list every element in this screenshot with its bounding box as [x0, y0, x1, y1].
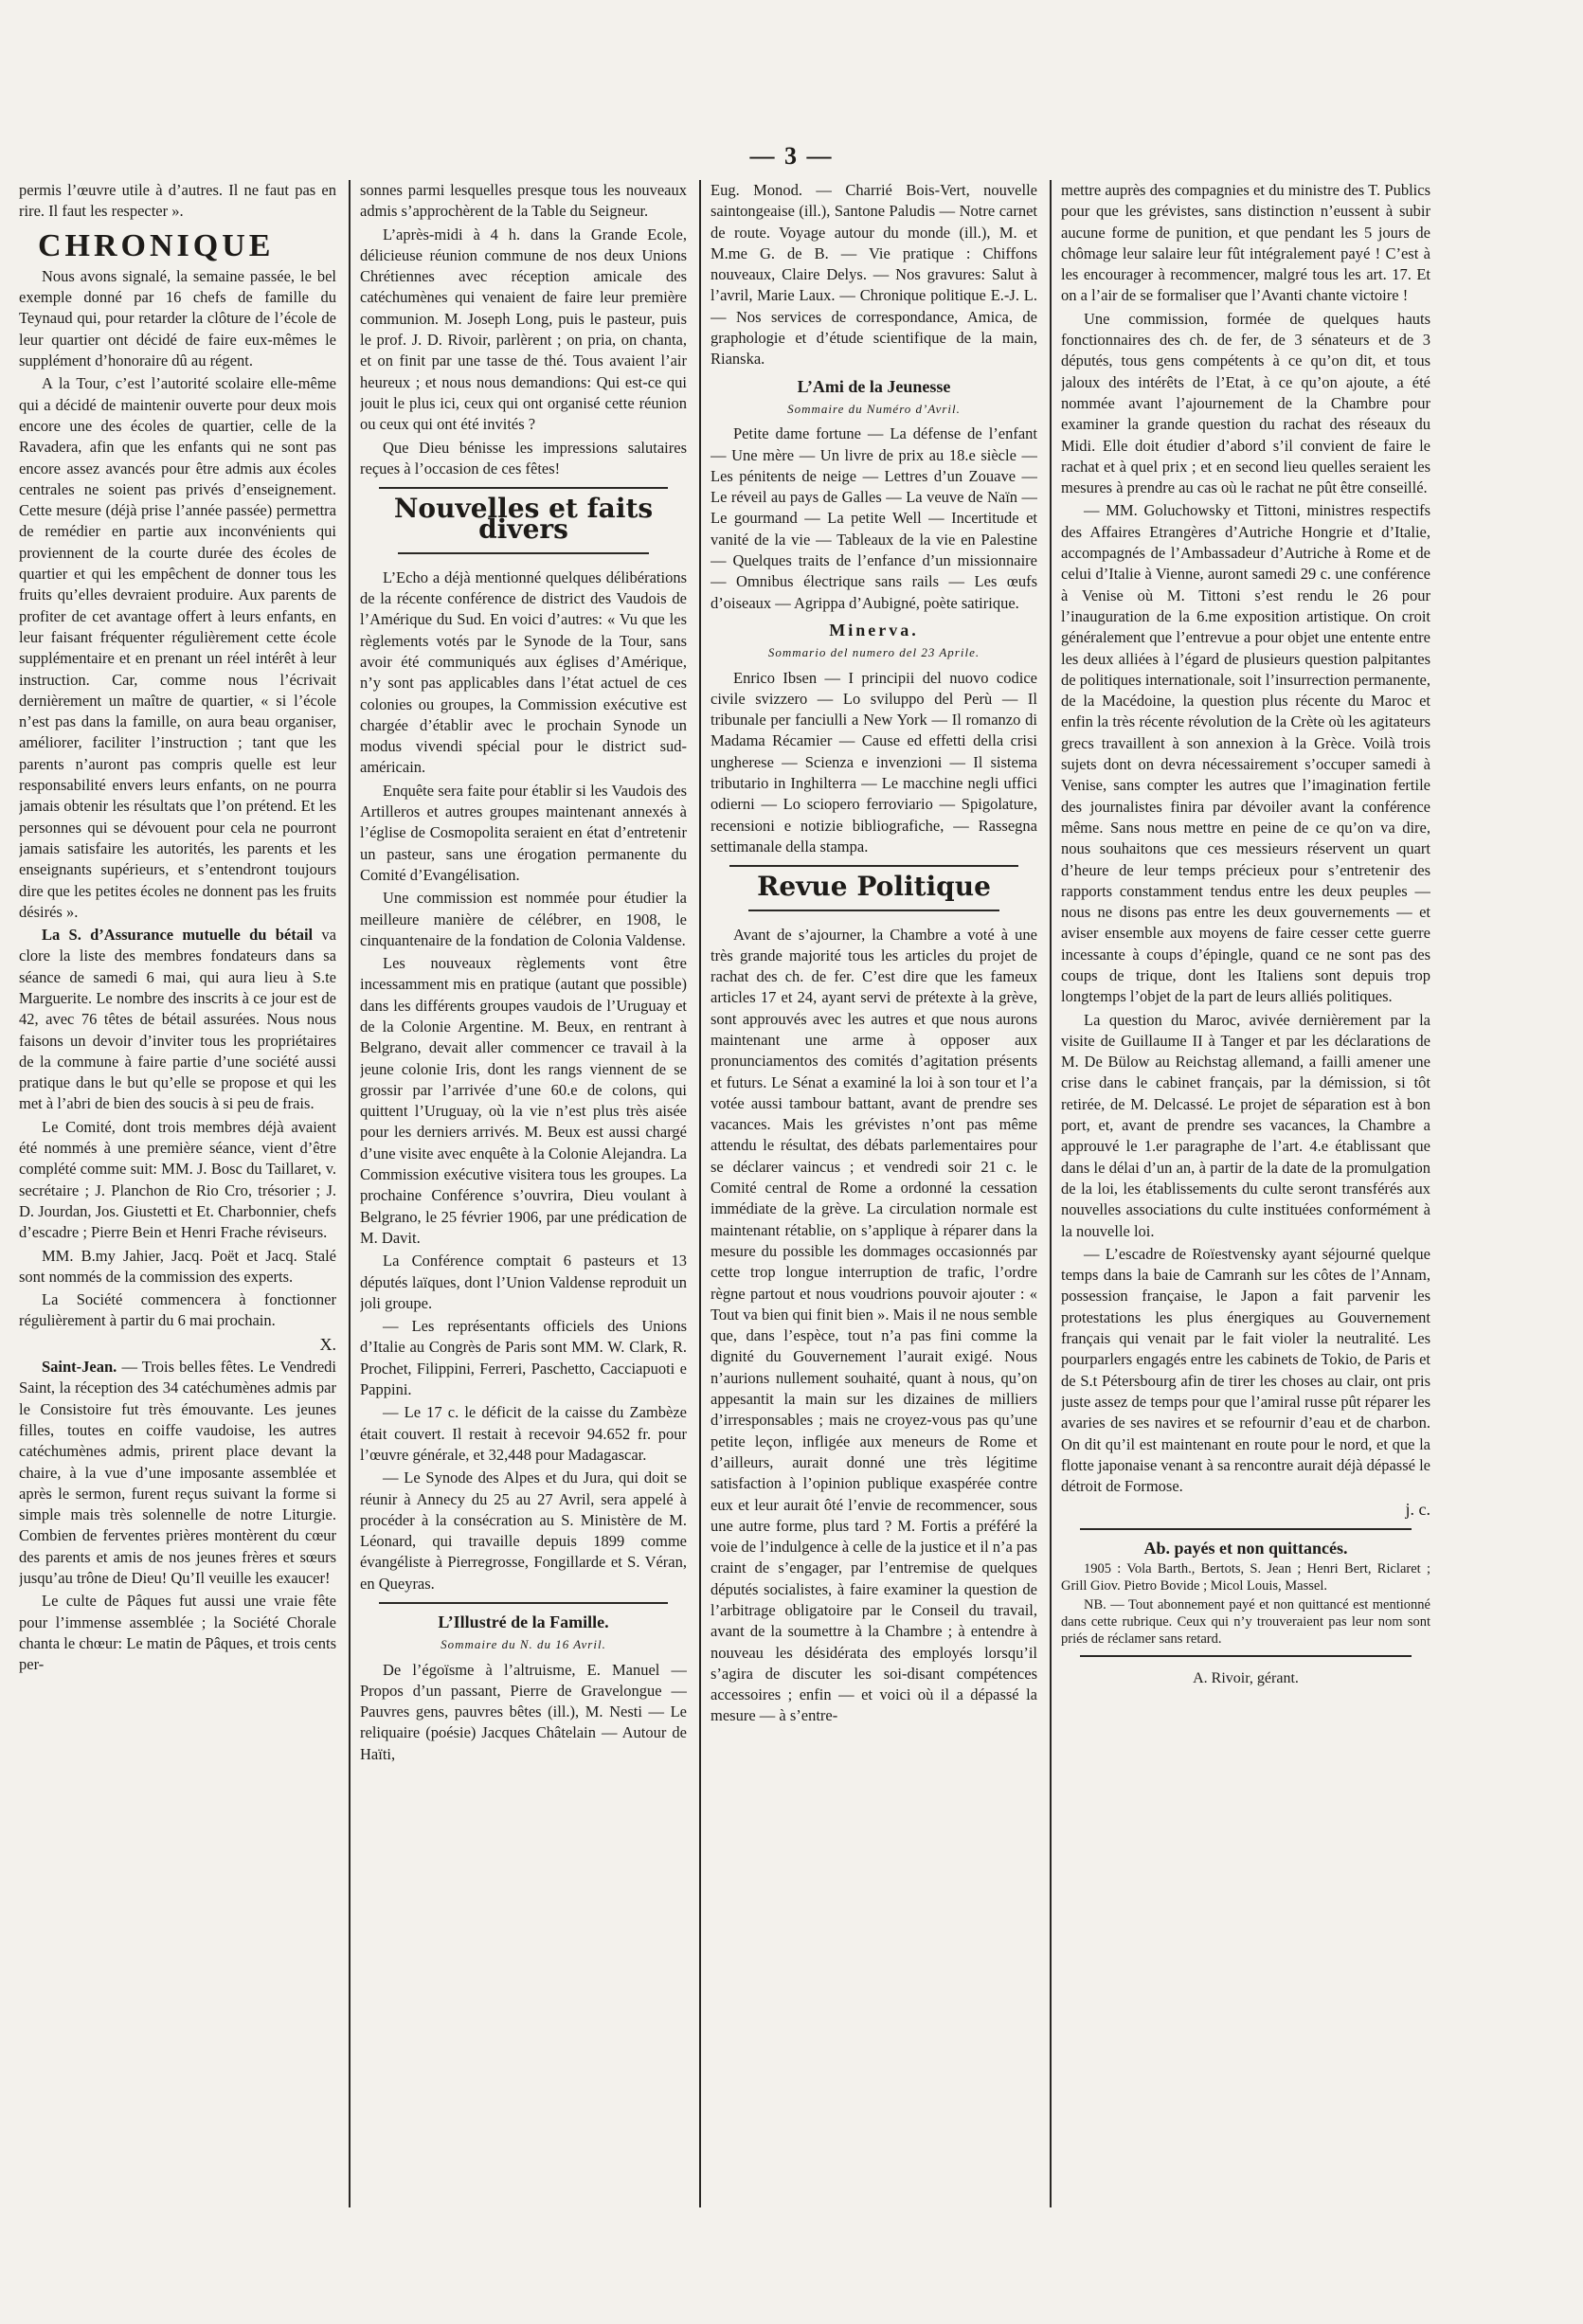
paragraph-body: va clore la liste des membres fondateurs dans sa séance de samedi 6 mai, qui aura lieu à S.te Marguerite. Le nombre des inscrits à ce jour est de 42, avec 76 têtes de bétail assurées. Nous nous faisons un devoir d’inviter tous les propriétaires de la commune à faire partie d’une société aussi pratique dans le but qu’elle se propose et qui les met à l’abri de bien des soucis à si peu de frais.: [19, 926, 336, 1113]
paragraph: MM. B.my Jahier, Jacq. Poët et Jacq. Stalé sont nommés de la commission des experts.: [19, 1246, 336, 1286]
signature: X.: [319, 1334, 336, 1354]
gerant-signature: A. Rivoir, gérant.: [1193, 1670, 1299, 1686]
paragraph: Nous avons signalé, la semaine passée, le bel exemple donné par 16 chefs de famille du Teynaud qui, pour retarder la clôture de l’école de leur quartier ont décidé de faire eux-mêmes le supplément d’honoraire dû au régent.: [19, 266, 336, 370]
paragraph: Les nouveaux règlements vont être incessamment mis en pratique (autant que possible) dans les différents groupes vaudois de l’Uruguay et de la Colonie Argentine. M. Beux, en rentrant à Belgrano, devait aller commencer ce travail à la jeune colonie Iris, dont les rangs viennent de se grossir par l’arrivée d’une 60.e de colons, qui quittent l’Uruguay, où la vie n’est plus très aisée pour les derniers arrivés. M. Beux est aussi chargé d’une visite avec enquête à la Colonie Alejandra. La Commission exécutive visitera tous les groupes. La prochaine Conférence s’ouvrira, Dieu voulant à Belgrano, le 25 février 1906, par une prédication de M. Davit.: [360, 954, 687, 1247]
paragraph: — Le 17 c. le déficit de la caisse du Zambèze était couvert. Il restait à recevoir 94.652 fr. pour l’œuvre générale, et 32,448 pour Madagascar.: [360, 1403, 687, 1464]
paragraph: La question du Maroc, avivée dernièrement par la visite de Guillaume II à Tanger et par les déclarations de M. De Bülow au Reichstag allemand, a failli amener une crise dans le cabinet français, par la démission, si tôt retirée, de M. Delcassé. Le projet de séparation est à bon port, et, avant de prendre ses vacances, la Chambre a approuvé le 1.er paragraphe de l’art. 4.e établissant que dans le délai d’un an, à partir de la date de la promulgation de la loi, les établissements du culte seront transférés aux nouvelles associations du culte instituées conformément à la nouvelle loi.: [1061, 1010, 1430, 1240]
paragraph: L’après-midi à 4 h. dans la Grande Ecole, délicieuse réunion commune de nos deux Unions Chrétiennes avec réception amicale des catéchumènes qui venaient de faire leur première communion. M. Joseph Long, puis le pasteur, puis le prof. J. D. Rivoir, parlèrent ; on pria, on chanta, et on finit par une tasse de thé. Tous avaient l’air heureux ; et nous nous demandions: Qui est-ce qui jouit le plus ici, ceux qui ont organisé cette réunion ou ceux qui ont été invités ?: [360, 225, 687, 434]
lead-bold: La S. d’Assurance mutuelle du bétail: [42, 926, 314, 945]
paragraph: De l’égoïsme à l’altruisme, E. Manuel — Propos d’un passant, Pierre de Gravelongue — Pauvres gens, pauvres bêtes (ill.), M. Nesti — Le reliquaire (poésie) Jacques Châtelain — Autour de Haïti,: [360, 1660, 687, 1763]
paragraph: Une commission est nommée pour étudier la meilleure manière de célébrer, en 1908, le cinquantenaire de la fondation de Colonia Valdense.: [360, 889, 687, 949]
newspaper-columns: [19, 180, 1430, 2264]
chronique-heading: CHRONIQUE: [38, 227, 275, 263]
paragraph: — Les représentants officiels des Unions d’Italie au Congrès de Paris sont MM. W. Clark, R. Prochet, Filippini, Ferreri, Paschetto, Cacciapuoti e Pappini.: [360, 1317, 687, 1399]
paragraph: mettre auprès des compagnies et du ministre des T. Publics pour que les grévistes, sans distinction n’eussent à subir aucune forme de punition, et que pendant les 5 jours de chômage leur salaire leur fût intégralement payé ! C’est à les encourager à recommencer, malgré tous les art. 17. Et on a l’air de se formaliser que l’Avanti chante victoire !: [1061, 181, 1430, 305]
section-divider: [748, 910, 999, 919]
section-divider: [729, 865, 1018, 867]
nouvelles-heading: Nouvelles et faits divers: [393, 493, 654, 546]
paragraph: Le culte de Pâques fut aussi une vraie fête pour l’immense assemblée ; la Société Chorale chanta le chœur: Le matin de Pâques, et trois cents per-: [19, 1592, 336, 1674]
lead-bold: Saint-Jean.: [42, 1358, 117, 1377]
paragraph: Avant de s’ajourner, la Chambre a voté à une très grande majorité tous les articles du projet de rachat des ch. de fer. C’est dire que les fameux articles 17 et 24, ayant servi de prétexte à la grève, sont approuvés avec les autres et que nous aurons maintenant une arme à opposer aux pronunciamentos des comités d’agitation présents et futurs. Le Sénat a examiné la loi à son tour et l’a votée aussi tambour battant, avant de prendre ses vacances. Mais les grévistes n’ont pas même attendu le résultat, des débats parlementaires pour se déclarer vaincus ; et vendredi soir 21 c. le Comité central de Rome a ordonné la cessation immédiate de la grève. La circulation normale est maintenant rétablie, on s’applique à réparer dans la mesure du possible les dommages occasionnés par cette trop longue interruption de trafic, l’ordre règne partout et nous voudrions pouvoir ajouter : « Tout va bien qui finit bien ». Mais il ne nous semble que, dans l’espèce, tout n’a pas fini comme la dignité du Gouvernement l’aurait exigé. Nous n’aurions nullement souhaité, quant à nous, qu’on appesantit la main sur les dizaines de milliers d’irresponsables ; mais ne croyez-vous pas qu’une petite leçon, infligée aux meneurs de Rome et d’ailleurs, aurait donné une très légitime satisfaction à l’opinion publique exaspérée contre eux et leur aurait ôté l’envie de recommencer, sous une autre forme, plus tard ? M. Fortis a préféré la voie de l’indulgence à celle de la justice et il n’a pas craint de s’engager, par l’entremise de quelques députés socialistes, à faire examiner la question de l’arbitrage obligatoire par le Conseil du travail, avant de la soumettre à la Chambre ; à entendre à nouveau les désidérata des employés lorsqu’il s’agira de discuter les soi-disant compétences accessoires ; enfin — et voici où il a dépassé la mesure — à s’entre-: [711, 925, 1037, 1725]
minerva-heading: Minerva.: [829, 620, 919, 640]
minerva-subheading: Sommario del numero del 23 Aprile.: [767, 645, 980, 660]
paragraph: — Le Synode des Alpes et du Jura, qui doit se réunir à Annecy du 25 au 27 Avril, sera appelé à procéder à la consécration au S. Ministère de M. Léonard, qui travaille depuis 1899 comme évangéliste à Pierregrosse, Fongillarde et S. Véran, en Queyras.: [360, 1468, 687, 1593]
paragraph: Que Dieu bénisse les impressions salutaires reçues à l’occasion de ces fêtes!: [360, 438, 687, 477]
illustre-subheading: Sommaire du N. du 16 Avril.: [441, 1637, 606, 1652]
ami-heading: L’Ami de la Jeunesse: [797, 376, 951, 396]
paragraph: Enrico Ibsen — I principii del nuovo codice civile svizzero — Lo sviluppo del Perù — Il tribunale per fanciulli a New York — Il romanzo di Madama Récamier — Cause ed effetti della crisi ungherese — Scienza e invenzioni — Il sistema tributario in Inghilterra — Le macchine negli uffici odierni — Lo sciopero ferroviario — Spigolature, recensioni e notizie bibliografiche, — Rassegna settimanale della stampa.: [711, 668, 1037, 856]
column-1: [19, 180, 336, 2264]
illustre-heading: L’Illustré de la Famille.: [438, 1612, 609, 1631]
paragraph: Enquête sera faite pour établir si les Vaudois des Artilleros et autres groupes maintenant annexés à l’église de Cosmopolita seraient en état d’entretenir un pasteur, sans une érogation permanente du Comité d’Evangélisation.: [360, 781, 687, 884]
revue-heading: Revue Politique: [757, 871, 991, 903]
column-rule: [699, 180, 701, 2207]
paragraph: — L’escadre de Roïestvensky ayant séjourné quelque temps dans la baie de Camranh sur les côtes de l’Annam, possession française, le Japon a fait parvenir les protestations les plus énergiques au Gouvernement français qui venait par le fait violer la neutralité. Les pourparlers engagés entre les cabinets de Tokio, de Paris et de S.t Pétersbourg afin de tirer les choses au clair, ont pris juste assez de temps pour que l’amiral russe pût réparer les avaries de ses navires et se refournir d’eau et de charbon. On dit qu’il est maintenant en route pour le nord, et que la flotte japonaise venant à sa rencontre aurait déjà dépassé le détroit de Formose.: [1061, 1244, 1430, 1496]
intro-text: permis l’œuvre utile à d’autres. Il ne faut pas en rire. Il faut les respecter ».: [19, 181, 336, 221]
abonnements-heading: Ab. payés et non quittancés.: [1143, 1538, 1348, 1558]
section-divider: [379, 1602, 668, 1604]
paragraph: A la Tour, c’est l’autorité scolaire elle-même qui a décidé de maintenir ouverte pour deux mois encore une des écoles de quartier, celle de la Ravadera, afin que les enfants qui ne sont pas encore assez avancés pour être admis aux écoles centrales ne soient pas privés d’enseignement. Cette mesure (déjà prise l’année passée) permettra de remédier en partie aux inconvénients qui proviennent de la courte durée des écoles de quartier et qui les empêchent de donner tous les fruits qu’elles devraient produire. Aux parents de profiter de cet avantage offert à leurs enfants, en leur faisant fréquenter régulièrement cette école supplémentaire et en prenant un réel intérêt à leur instruction. Car, comme nous l’écrivait dernièrement un maître de quartier, « si l’école n’est pas dans la famille, on aura beau organiser, améliorer, faciliter l’instruction ; tant que les parents n’auront pas compris quelle est leur responsabilité envers leurs enfants, on ne pourra jamais obtenir les résultats que l’on prétend. Et les personnes qui se dévouent pour cela ne pourront jamais satisfaire les autorités, les parents et les enseignants supérieurs, et s’entendront toujours dire que les petites écoles ne donnent pas les fruits désirés ».: [19, 374, 336, 921]
column-rule: [349, 180, 351, 2207]
paragraph: [19, 925, 336, 1115]
paragraph: sonnes parmi lesquelles presque tous les nouveaux admis s’approchèrent de la Table du Seigneur.: [360, 181, 687, 221]
column-4: [1061, 180, 1430, 2264]
section-divider: [1080, 1528, 1412, 1530]
column-3: [711, 180, 1037, 2264]
column-rule: [1050, 180, 1052, 2207]
paragraph: La Société commencera à fonctionner régulièrement à partir du 6 mai prochain.: [19, 1290, 336, 1330]
paragraph: Une commission, formée de quelques hauts fonctionnaires des ch. de fer, de 3 sénateurs et de 3 députés, tous gens compétents à ce qu’on dit, et tous jaloux des intérêts de l’Etat, à ce qu’on ajoute, a été nommée avant l’ajournement de la Chambre pour examiner la grande question du rachat des réseaux du Midi. Elle doit étudier d’abord s’il convient de faire le rachat et à quel prix ; et en second lieu quelles seraient les mesures à prendre au cas où le rachat ne pût être conseillé.: [1061, 309, 1430, 497]
paragraph: NB. — Tout abonnement payé et non quittancé est mentionné dans cette rubrique. Ceux qui n’y trouveraient pas leur nom sont priés de réclamer sans retard.: [1061, 1597, 1430, 1647]
section-divider: [379, 487, 668, 489]
paragraph: Le Comité, dont trois membres déjà avaient été nommés à une première séance, vient d’être complété comme suit: MM. J. Bosc du Taillaret, v. secrétaire ; J. Planchon de Rio Cro, trésorier ; J. D. Jourdan, Jos. Giustetti et Et. Charbonnier, chefs d’escadre ; Pierre Bein et Henri Frache réviseurs.: [19, 1117, 336, 1242]
paragraph: [19, 1357, 336, 1589]
paragraph: Eug. Monod. — Charrié Bois-Vert, nouvelle saintongeaise (ill.), Santone Paludis — Notre carnet de route. Voyage autour du monde (ill.), M. et M.me G. de B. — Vie pratique : Chiffons nouveaux, Claire Delys. — Nos gravures: Salut à l’avril, Marie Laux. — Chronique politique E.-J. L. — Nos services de correspondance, Amica, de graphologie et d’étude scientifique de la main, Rianska.: [711, 181, 1037, 369]
paragraph: — MM. Goluchowsky et Tittoni, ministres respectifs des Affaires Etrangères d’Autriche Hongrie et d’Italie, accompagnés de l’Ambassadeur d’Autriche à Rome et de celui d’Italie à Vienne, auront samedi 29 c. une conférence à Venise où M. Tittoni s’est rendu le 26 pour l’inauguration de la 6.me exposition artistique. On croit généralement que l’entrevue a pour objet une entente entre les deux alliées à l’égard de plusieurs question palpitantes de politiques internationale, soit l’insurrection permanente, de la Macédoine, la question plus récente du Maroc et enfin la très récente révolution de la Crète où les agitateurs grecs travaillent à son annexion à la Grèce. Voilà trois sujets dont on devra nécessairement s’occuper samedi à Venise, sans compter les autres que l’imagination fertile des journalistes finira par dévoiler avant la conférence même. Sans nous mettre en peine de ce qu’on va dire, nous souhaitons que ces messieurs réservent un quart d’heure de leur temps précieux pour s’entretenir des rapports constamment tendus entre les deux peuples — nous ne disons pas entre les deux gouvernements — et aviser ensemble aux moyens de faire cesser cette guerre incessante à coups d’épingle, quand ce ne sont pas des coups de trique, dont les Italiens sont depuis trop longtemps l’objet de la part de leurs alliés politiques.: [1061, 501, 1430, 1006]
signature: j. c.: [1405, 1500, 1430, 1520]
paragraph: L’Echo a déjà mentionné quelques délibérations de la récente conférence de district des Vaudois de l’Amérique du Sud. En voici d’autres: « Vu que les règlements votés par le Synode de la Tour, sans avoir été communiqués aux églises d’Amérique, n’y sont pas applicables dans l’état actuel de ces colonies ou groupes, la Commission exécutive est chargée d’établir avec le prochain Synode un modus vivendi spécial pour le district sud-américain.: [360, 567, 687, 777]
paragraph: Petite dame fortune — La défense de l’enfant — Une mère — Un livre de prix au 18.e siècle — Les pénitents de neige — Lettres d’un Zouave — Le réveil au pays de Galles — La veuve de Naïn — Le gourmand — La petite Well — Incertitude et vanité de la vie — Tableaux de la vie en Palestine — Quelques traits de l’enfance d’un missionnaire — Omnibus électrique sans rails — Les œufs d’oiseaux — Agrippa d’Aubigné, poète satirique.: [711, 424, 1037, 612]
paragraph: La Conférence comptait 6 pasteurs et 13 députés laïques, dont l’Union Valdense reproduit un joli groupe.: [360, 1252, 687, 1312]
ami-subheading: Sommaire du Numéro d’Avril.: [787, 401, 961, 416]
column-2: [360, 180, 687, 2264]
section-divider: [1080, 1655, 1412, 1657]
paragraph: 1905 : Vola Barth., Bertots, S. Jean ; Henri Bert, Riclaret ; Grill Giov. Pietro Bovide ; Micol Louis, Massel.: [1061, 1561, 1430, 1594]
paragraph-body: — Trois belles fêtes. Le Vendredi Saint, la réception des 34 catéchumènes admis par le Consistoire fut très émouvante. Les jeunes filles, toutes en coiffe vaudoise, les autres catéchumènes admis, prirent place devant la chaire, à la vue d’une imposante assemblée et après le sermon, furent reçus suivant la forme si simple mais très solennelle de notre Liturgie. Combien de ferventes prières montèrent du cœur des parents et amis de nos jeunes frères et sœurs jusqu’au trône de Dieu! Qu’Il veuille les exaucer!: [19, 1358, 336, 1587]
section-divider: [398, 552, 649, 562]
page-number: — 3 —: [749, 142, 834, 170]
